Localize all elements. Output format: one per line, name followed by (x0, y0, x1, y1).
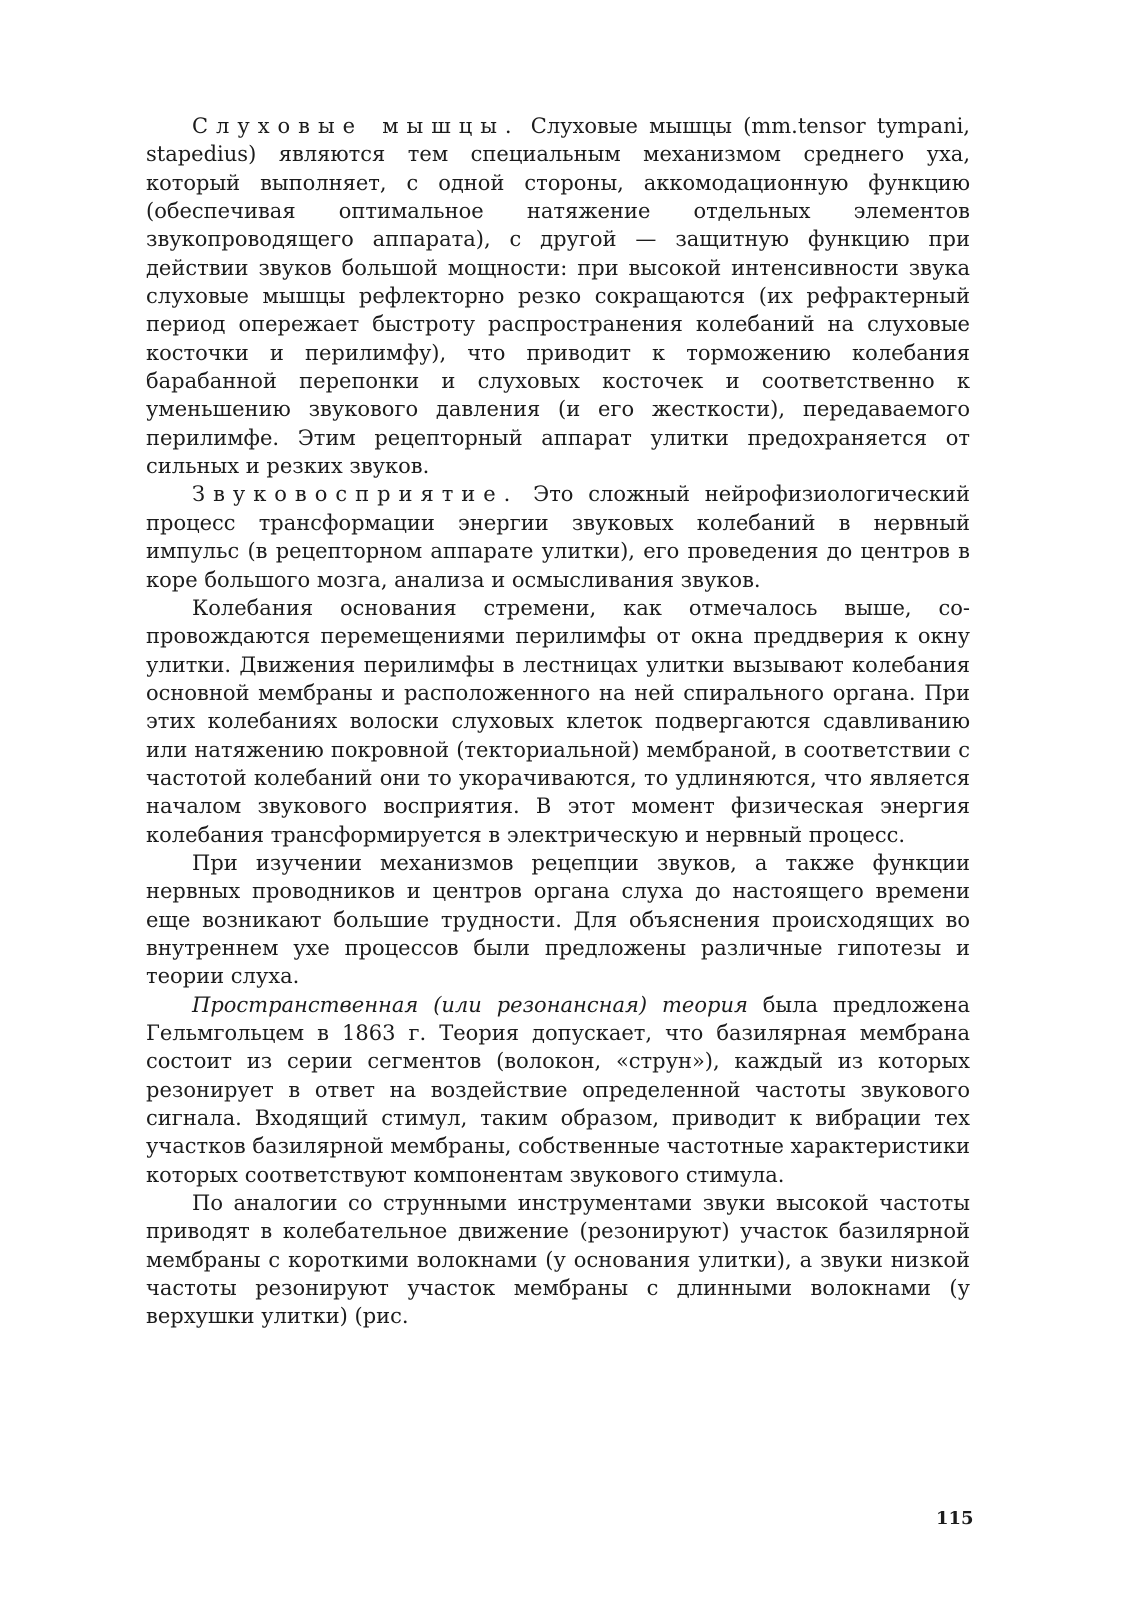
section-heading-sound-perception: Звуковосприятие. (192, 482, 519, 507)
paragraph-auditory-muscles (146, 112, 970, 480)
paragraph-text: Колебания основания стремени, как отмечалось выше, сопровождаются перемещениями перилимфы от окна преддверия к окну улитки. Движения перилимфы в лестницах улитки вызывают колебания основной мембраны и расположенного на ней спирального органа. При этих колебаниях волоски слуховых клеток подвергаются сдавливанию или натяжению покровной (текториальной) мембраной, в соответствии с частотой колебаний они то укорачиваются, то удлиняются, что является началом звукового восприятия. В этот момент физическая энергия колебания трансформируется в электрическую и нервный процесс. (146, 595, 970, 847)
paragraph-string-analogy (146, 1189, 970, 1331)
paragraph-stapes-vibration (146, 594, 970, 849)
paragraph-sound-perception (146, 480, 970, 593)
paragraph-text: была предложена Гельмгольцем в 1863 г. Теория допускает, что базилярная мембрана состоит из серии сегментов (волокон, «струн»), каждый из которых резонирует в ответ на воздействие определенной частоты звукового сигнала. Входящий стимул, таким образом, приводит к вибрации тех участков базилярной мембраны, собственные частотные характеристики которых соответствуют компонентам звукового стимула. (146, 992, 970, 1187)
paragraph-reception-mechanisms (146, 849, 970, 991)
page-number: 115 (936, 1508, 974, 1529)
paragraph-text: По аналогии со струнными инструментами звуки высокой частоты приводят в колебательное движение (резонируют) участок базилярной мембраны с короткими волокнами (у основания улитки), а звуки низкой частоты резонируют участок мембраны с длинными волокнами (у верхушки улитки) (рис. (146, 1191, 970, 1329)
page-body (146, 112, 970, 1331)
section-heading-auditory-muscles: Слуховые мышцы. (192, 114, 520, 138)
paragraph-text: Это сложный нейрофизиологический процесс трансформации энергии звуковых колебаний в нервный импульс (в рецепторном аппарате улитки), его проведения до центров в коре большого мозга, анализа и осмысливания звуков. (146, 482, 970, 592)
paragraph-text: Слуховые мышцы (mm.tensor tympani, stapedius) являются тем специальным механизмом среднего уха, который выполняет, с одной стороны, аккомодационную функцию (обеспечивая оптимальное натяжение отдельных элементов звукопроводящего аппарата), с другой — защитную функцию при действии звуков большой мощности: при высокой интенсивности звука слуховые мышцы рефлекторно резко сокращаются (их рефрактерный период опережает быстроту распространения колебаний на слуховые косточки и перилимфу), что приводит к торможению колебания барабанной перепонки и слуховых косточек и соответственно к уменьшению звукового давления (и его жесткости), передаваемого перилимфе. Этим рецепторный аппарат улитки предохраняется от сильных и резких звуков. (146, 114, 970, 479)
paragraph-resonance-theory (146, 991, 970, 1189)
paragraph-text: При изучении механизмов рецепции звуков, а также функции нервных проводников и центров органа слуха до настоящего времени еще возникают большие трудности. Для объяснения происходящих во внутреннем ухе процессов были предложены различные гипотезы и теории слуха. (146, 850, 970, 989)
term-resonance-theory: Пространственная (или резонансная) теория (192, 992, 748, 1017)
